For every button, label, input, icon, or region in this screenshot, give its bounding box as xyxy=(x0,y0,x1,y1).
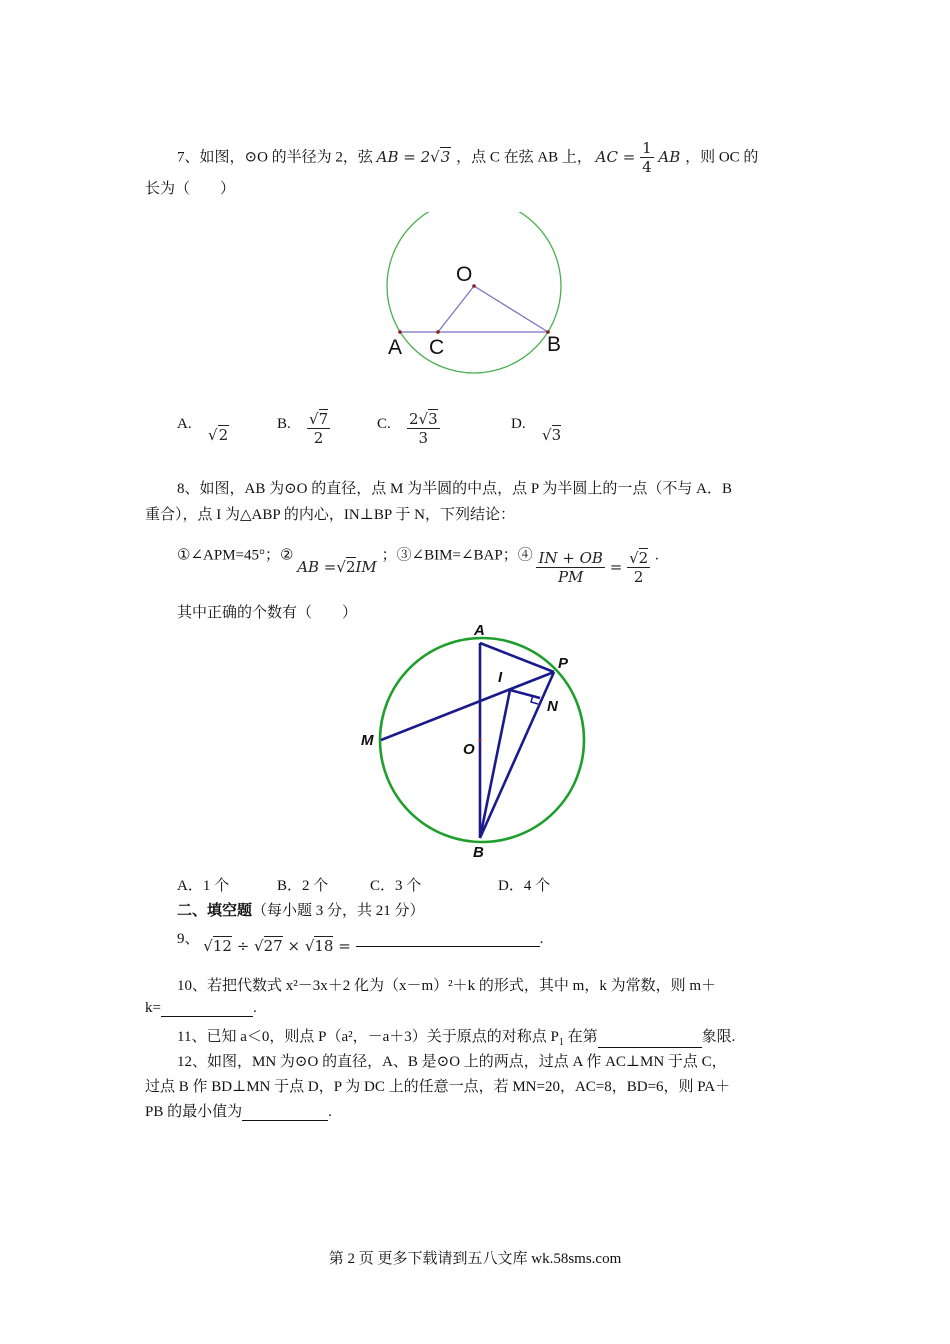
q12-line1: 12、如图，MN 为⊙O 的直径，A、B 是⊙O 上的两点，过点 A 作 AC⊥MN 于点 C， xyxy=(177,1054,727,1070)
q8-conclusions xyxy=(177,537,659,586)
q7-segment-oc xyxy=(438,286,474,332)
q7-ac-formula: AC = $\frac{1}{4}$ AB xyxy=(595,139,681,176)
q7-figure xyxy=(380,212,580,382)
q8-label-b: B xyxy=(473,844,484,861)
q7-option-d: D. xyxy=(511,416,526,432)
q8-label-n: N xyxy=(547,698,558,715)
q10-line1: 10、若把代数式 x²－3x＋2 化为（x－m）²＋k 的形式，其中 m，k 为常数，则 m＋ xyxy=(177,978,716,994)
q8-option-c: C．3 个 xyxy=(370,878,422,894)
q9-expression: √12 ÷ √27 × √18 = xyxy=(203,937,351,955)
q8-label-a: A xyxy=(474,622,485,639)
q11-answer-blank[interactable] xyxy=(598,1033,702,1048)
q7-option-c-value: $\frac{2√3}{3}$ xyxy=(409,410,438,447)
page-footer: 第 2 页 更多下载请到五八文库 wk.58sms.com xyxy=(328,1251,622,1267)
q7-label-a: A xyxy=(388,336,403,359)
q7-text-b: ，点 C 在弦 AB 上， xyxy=(456,149,592,166)
q8-line2: 重合），点 I 为△ABP 的内心，IN⊥BP 于 N，下列结论： xyxy=(145,507,515,523)
q8-option-b: B．2 个 xyxy=(277,878,329,894)
q7-label-o: O xyxy=(456,263,473,286)
q8-conclusion-2: AB =√2IM xyxy=(297,557,377,576)
q12-line2: 过点 B 作 BD⊥MN 于点 D，P 为 DC 上的任意一点，若 MN=20，AC=8，BD=6，则 PA＋ xyxy=(145,1079,731,1095)
q8-figure xyxy=(355,618,600,866)
q7-line1 xyxy=(177,139,759,176)
section2-title: 二、填空题 xyxy=(177,903,253,919)
q7-text-c: ，则 OC 的 xyxy=(685,149,759,166)
q7-point-a xyxy=(398,330,402,334)
q7-circle xyxy=(387,212,561,373)
q7-point-c xyxy=(436,330,440,334)
q8-conclusion-1: ①∠APM=45°；② xyxy=(177,547,294,564)
q8-line1: 8、如图，AB 为⊙O 的直径，点 M 为半圆的中点，点 P 为半圆上的一点（不与 A．B xyxy=(177,481,732,497)
section2-heading xyxy=(177,899,425,920)
q7-point-o xyxy=(472,284,476,288)
q8-circle xyxy=(380,638,584,842)
q7-option-c: C. xyxy=(377,416,391,432)
q7-line2: 长为（ ） xyxy=(145,181,236,197)
q8-segment-bi xyxy=(480,690,510,838)
q8-point-o xyxy=(479,739,482,742)
q7-option-d-value: √3 xyxy=(542,426,562,444)
q8-prompt: 其中正确的个数有（ ） xyxy=(177,605,358,621)
q7-option-a: A. xyxy=(177,416,192,432)
q7-option-a-value: √2 xyxy=(208,426,229,444)
q9-line: 9、 √12 ÷ √27 × √18 = . xyxy=(177,931,544,955)
q9-answer-blank[interactable] xyxy=(356,932,540,947)
q8-label-m: M xyxy=(361,732,374,749)
q8-label-p: P xyxy=(558,655,569,672)
q8-conclusion-end: . xyxy=(654,547,659,564)
q8-conclusion-3: ；③∠BIM=∠BAP；④ xyxy=(381,547,533,564)
q7-label-c: C xyxy=(429,336,445,359)
q9-label: 9、 xyxy=(177,931,200,947)
q7-label-b: B xyxy=(547,333,562,356)
q8-option-d: D．4 个 xyxy=(498,878,551,894)
q10-answer-blank[interactable] xyxy=(161,1002,253,1017)
q12-answer-blank[interactable] xyxy=(242,1106,328,1121)
q7-option-b: B. xyxy=(277,416,291,432)
q7-segment-ob xyxy=(474,286,548,332)
q7-option-b-value: $\frac{√7}{2}$ xyxy=(309,410,329,447)
q8-label-o: O xyxy=(463,741,475,758)
q8-conclusion-4: $\frac{IN + OB}{PM}$ = $\frac{√2}{2}$ xyxy=(538,549,649,586)
q11-line: 11、已知 a＜0，则点 P（a²，－a＋3）关于原点的对称点 $P_1$ 在第 象限. xyxy=(177,1029,736,1048)
q12-line3: PB 的最小值为 . xyxy=(145,1104,332,1120)
q8-label-i: I xyxy=(498,669,503,686)
q7-ab-formula: AB = 2√3 xyxy=(376,147,451,166)
q8-option-a: A．1 个 xyxy=(177,878,230,894)
section2-note: （每小题 3 分，共 21 分） xyxy=(252,903,425,919)
q10-line2: k= . xyxy=(145,1000,257,1016)
q7-text-a: 7、如图，⊙O 的半径为 2，弦 xyxy=(177,149,373,166)
q8-segment-in xyxy=(510,690,540,698)
